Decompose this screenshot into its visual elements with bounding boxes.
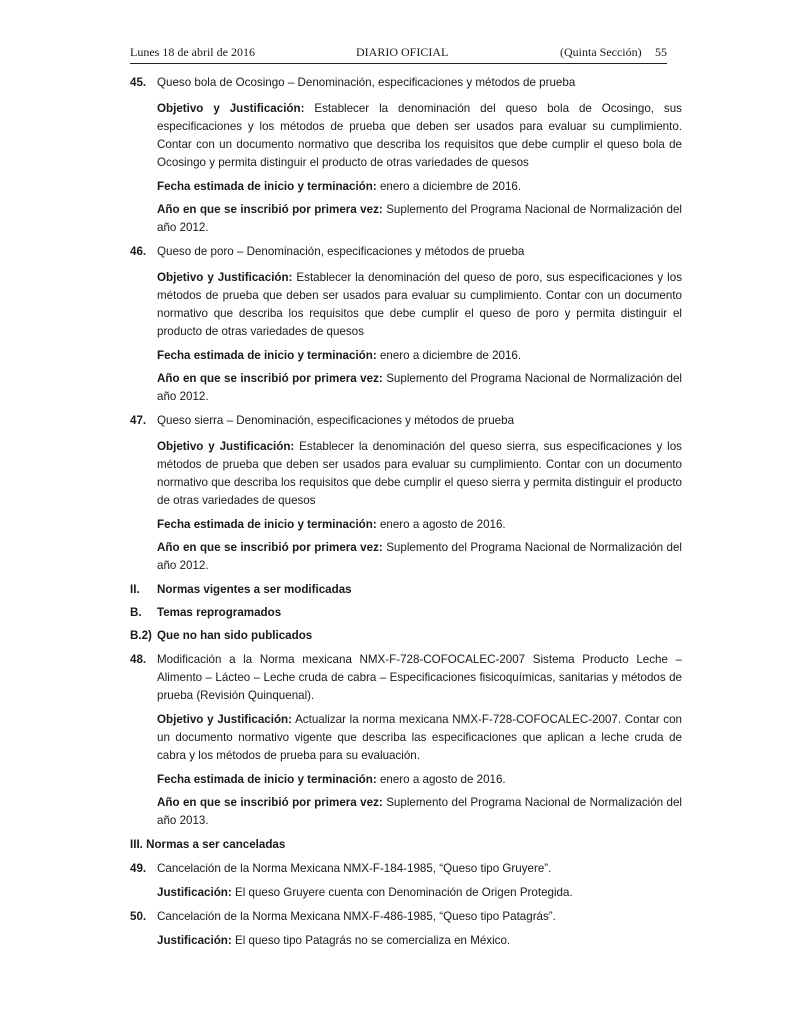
- item-number: 47.: [130, 414, 147, 427]
- anio-text: Suplemento del Programa Nacional de Normalización del año 2012.: [157, 541, 683, 572]
- item-number: 46.: [130, 245, 147, 258]
- item-title-text: Queso bola de Ocosingo – Denominación, especificaciones y métodos de prueba: [157, 76, 576, 89]
- item-title-text: Queso de poro – Denominación, especificaciones y métodos de prueba: [157, 245, 525, 258]
- item-title-text: Queso sierra – Denominación, especificaciones y métodos de prueba: [157, 414, 515, 427]
- item-45-objetivo: [130, 100, 682, 172]
- item-49-justificacion: [130, 884, 682, 902]
- fecha-label: Fecha estimada de inicio y terminación:: [157, 349, 377, 362]
- item-49-title: [130, 860, 682, 878]
- justificacion-label: Justificación:: [157, 934, 232, 947]
- item-46-objetivo: [130, 269, 682, 341]
- item-number: 49.: [130, 862, 147, 875]
- fecha-text: enero a agosto de 2016.: [379, 773, 506, 786]
- objetivo-text: Establecer la denominación del queso sierra, sus especificaciones y los métodos de prueba que deben ser usados para evaluar su cumplimiento. Contar con un documento normativo que describa los requisitos que debe cumplir el queso sierra y permita distinguir el producto de otras variedades de quesos: [157, 440, 682, 507]
- item-number: 45.: [130, 76, 147, 89]
- fecha-text: enero a diciembre de 2016.: [379, 180, 522, 193]
- header-page-number: 55: [655, 45, 667, 59]
- objetivo-label: Objetivo y Justificación:: [157, 713, 292, 726]
- item-46-fecha: [130, 347, 682, 365]
- section-number: B.: [130, 606, 142, 619]
- section-title: Temas reprogramados: [157, 606, 282, 619]
- objetivo-label: Objetivo y Justificación:: [157, 102, 305, 115]
- item-title-text: Modificación a la Norma mexicana NMX-F-728-COFOCALEC-2007 Sistema Producto Leche – Alimento – Lácteo – Leche cruda de cabra – Especificaciones fisicoquímicas, sanitarias y métodos de prueba (Revisión Quinquenal).: [157, 653, 682, 702]
- header-date: Lunes 18 de abril de 2016: [130, 45, 255, 59]
- anio-text: Suplemento del Programa Nacional de Normalización del año 2012.: [157, 372, 683, 403]
- item-47-fecha: [130, 516, 682, 534]
- fecha-text: enero a agosto de 2016.: [379, 518, 506, 531]
- item-number: 48.: [130, 653, 147, 666]
- objetivo-text: Establecer la denominación del queso bola de Ocosingo, sus especificaciones y los métodos de prueba que deben ser usados para evaluar su cumplimiento. Contar con un documento normativo que describa los requisitos que debe cumplir el queso bola de Ocosingo y permita distinguir el producto de otras variedades de quesos: [157, 102, 682, 169]
- item-title-text: Cancelación de la Norma Mexicana NMX-F-184-1985, “Queso tipo Gruyere”.: [157, 862, 552, 875]
- item-47-objetivo: [130, 438, 682, 510]
- fecha-label: Fecha estimada de inicio y terminación:: [157, 773, 377, 786]
- item-45-title: [130, 74, 682, 92]
- header-section: (Quinta Sección): [560, 45, 642, 59]
- anio-label: Año en que se inscribió por primera vez:: [157, 796, 383, 809]
- item-47-anio: [130, 539, 682, 575]
- section-ii-heading: [130, 581, 682, 599]
- objetivo-text: Establecer la denominación del queso de poro, sus especificaciones y los métodos de prueba que deben ser usados para evaluar su cumplimiento. Contar con un documento normativo que describa los requisitos que debe cumplir el queso de poro y permita distinguir el producto de otras variedades de quesos: [157, 271, 682, 338]
- item-46-anio: [130, 370, 682, 406]
- justificacion-text: El queso tipo Patagrás no se comercializa en México.: [234, 934, 511, 947]
- fecha-label: Fecha estimada de inicio y terminación:: [157, 518, 377, 531]
- justificacion-text: El queso Gruyere cuenta con Denominación de Origen Protegida.: [234, 886, 573, 899]
- item-48-fecha: [130, 771, 682, 789]
- item-48-anio: [130, 794, 682, 830]
- item-48-title: [130, 651, 682, 705]
- justificacion-label: Justificación:: [157, 886, 232, 899]
- section-b-heading: [130, 604, 682, 622]
- anio-label: Año en que se inscribió por primera vez:: [157, 372, 383, 385]
- section-b2-heading: [130, 627, 682, 645]
- objetivo-label: Objetivo y Justificación:: [157, 440, 295, 453]
- anio-text: Suplemento del Programa Nacional de Normalización del año 2012.: [157, 203, 683, 234]
- objetivo-label: Objetivo y Justificación:: [157, 271, 293, 284]
- section-iii-heading: III. Normas a ser canceladas: [130, 838, 286, 851]
- item-45-anio: [130, 201, 682, 237]
- item-47-title: [130, 412, 682, 430]
- page-header: [130, 43, 667, 64]
- item-number: 50.: [130, 910, 147, 923]
- item-title-text: Cancelación de la Norma Mexicana NMX-F-486-1985, “Queso tipo Patagrás”.: [157, 910, 556, 923]
- section-number: II.: [130, 583, 140, 596]
- header-title: DIARIO OFICIAL: [356, 45, 449, 59]
- section-number: B.2): [130, 629, 152, 642]
- anio-label: Año en que se inscribió por primera vez:: [157, 541, 383, 554]
- section-title: Que no han sido publicados: [157, 629, 313, 642]
- item-45-fecha: [130, 178, 682, 196]
- item-50-justificacion: [130, 932, 682, 950]
- fecha-label: Fecha estimada de inicio y terminación:: [157, 180, 377, 193]
- anio-label: Año en que se inscribió por primera vez:: [157, 203, 383, 216]
- anio-text: Suplemento del Programa Nacional de Normalización del año 2013.: [157, 796, 683, 827]
- item-50-title: [130, 908, 682, 926]
- item-48-objetivo: [130, 711, 682, 765]
- section-title: Normas vigentes a ser modificadas: [157, 583, 352, 596]
- fecha-text: enero a diciembre de 2016.: [379, 349, 522, 362]
- document-body: [130, 74, 682, 950]
- objetivo-text: Actualizar la norma mexicana NMX-F-728-COFOCALEC-2007. Contar con un documento normativo vigente que describa las especificaciones que aplican a leche cruda de cabra y los métodos de prueba para su evaluación.: [157, 713, 682, 762]
- item-46-title: [130, 243, 682, 261]
